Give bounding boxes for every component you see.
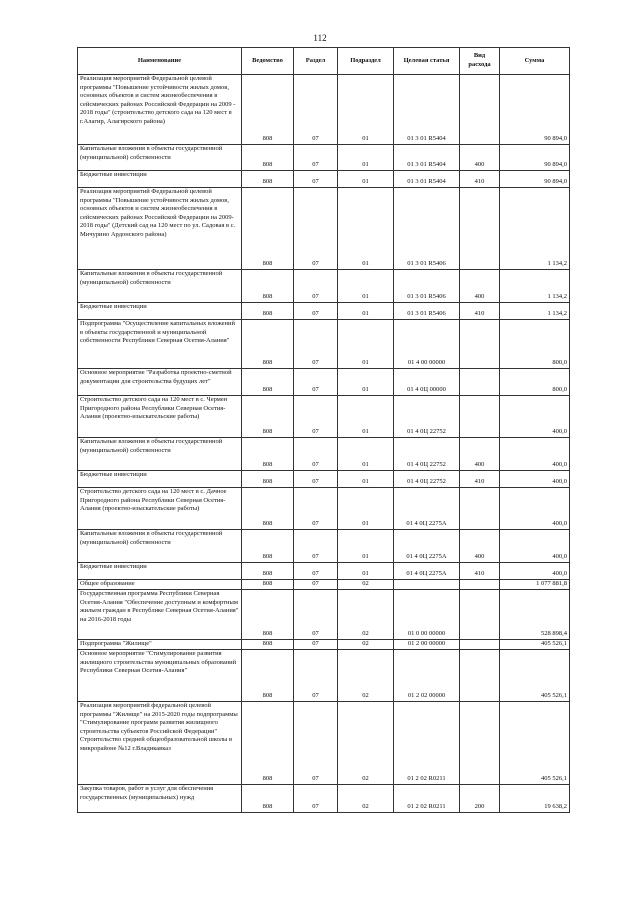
row-target-article: 01 4 0Ц 22752 <box>394 471 460 488</box>
row-name: Реализация мероприятий Федеральной целевой программы "Повышение устойчивости жилых домов, основных объектов и систем жизнеобеспечения в сейсмических районах Российской Федерации на 2009-2018 годы" (Детский сад на 120 мест по ул. Садовая в с. Мичурино Ардонского района) <box>78 188 242 270</box>
row-sum: 400,0 <box>500 488 570 530</box>
row-sum: 1 077 881,8 <box>500 580 570 590</box>
row-vedomstvo: 808 <box>242 590 294 640</box>
row-target-article: 01 0 00 00000 <box>394 590 460 640</box>
row-target-article: 01 4 0Ц 00000 <box>394 369 460 396</box>
row-target-article: 01 3 01 R5406 <box>394 270 460 303</box>
row-target-article: 01 4 0Ц 2275А <box>394 563 460 580</box>
row-sum: 400,0 <box>500 530 570 563</box>
row-vedomstvo: 808 <box>242 369 294 396</box>
row-expense-type <box>460 396 500 438</box>
row-razdel: 07 <box>294 303 338 320</box>
row-podrazdel: 01 <box>338 488 394 530</box>
row-podrazdel: 01 <box>338 145 394 171</box>
row-razdel: 07 <box>294 640 338 650</box>
row-expense-type <box>460 488 500 530</box>
row-razdel: 07 <box>294 590 338 640</box>
table-row <box>78 563 570 580</box>
row-name: Основное мероприятие "Разработка проектно-сметной документации для строительства будущих лет" <box>78 369 242 396</box>
row-sum: 90 894,0 <box>500 75 570 145</box>
row-name: Реализация мероприятий федеральной целевой программы "Жилище" на 2015-2020 годы подпрограммы "Стимулирование программ развития жилищного строительства субъектов Российской Федерации" Строительство средней общеобразовательной школы в микрорайоне №12 г.Владикавказ <box>78 702 242 785</box>
table-row <box>78 650 570 702</box>
row-razdel: 07 <box>294 471 338 488</box>
row-target-article: 01 4 0Ц 2275А <box>394 530 460 563</box>
row-name: Бюджетные инвестиции <box>78 171 242 188</box>
table-row <box>78 438 570 471</box>
row-vedomstvo: 808 <box>242 471 294 488</box>
row-sum: 1 134,2 <box>500 270 570 303</box>
row-vedomstvo: 808 <box>242 75 294 145</box>
row-podrazdel: 01 <box>338 438 394 471</box>
row-vedomstvo: 808 <box>242 650 294 702</box>
row-sum: 800,0 <box>500 369 570 396</box>
row-podrazdel: 01 <box>338 270 394 303</box>
row-razdel: 07 <box>294 702 338 785</box>
row-name: Бюджетные инвестиции <box>78 471 242 488</box>
header-podrazdel: Подраздел <box>338 48 394 75</box>
row-vedomstvo: 808 <box>242 563 294 580</box>
table-row <box>78 270 570 303</box>
row-vedomstvo: 808 <box>242 640 294 650</box>
row-vedomstvo: 808 <box>242 396 294 438</box>
row-podrazdel: 01 <box>338 320 394 369</box>
row-podrazdel: 01 <box>338 303 394 320</box>
header-vedomstvo: Ведомство <box>242 48 294 75</box>
row-razdel: 07 <box>294 369 338 396</box>
row-expense-type: 410 <box>460 171 500 188</box>
table-row <box>78 530 570 563</box>
row-sum: 19 638,2 <box>500 785 570 813</box>
table-row <box>78 702 570 785</box>
row-expense-type <box>460 650 500 702</box>
row-target-article: 01 2 00 00000 <box>394 640 460 650</box>
row-expense-type <box>460 590 500 640</box>
header-sum: Сумма <box>500 48 570 75</box>
row-razdel: 07 <box>294 438 338 471</box>
row-expense-type <box>460 75 500 145</box>
row-target-article: 01 2 02 R0211 <box>394 785 460 813</box>
row-sum: 1 134,2 <box>500 188 570 270</box>
row-vedomstvo: 808 <box>242 785 294 813</box>
table-row <box>78 590 570 640</box>
row-name: Строительство детского сада на 120 мест в с. Дачное Пригородного района Республики Северная Осетия-Алания (проектно-изыскательские работы) <box>78 488 242 530</box>
row-name: Подпрограмма "Осуществление капитальных вложений в объекты государственной и муниципальной собственности Республики Северная Осетия-Алания" <box>78 320 242 369</box>
table-body <box>78 75 570 813</box>
table-row <box>78 488 570 530</box>
row-podrazdel: 01 <box>338 530 394 563</box>
row-name: Реализация мероприятий Федеральной целевой программы "Повышение устойчивости жилых домов, основных объектов и систем жизнеобеспечения в сейсмических районах Российской Федерации на 2009 - 2018 годы" (строительство детского сада на 120 мест в г.Алагир, Алагирского района) <box>78 75 242 145</box>
row-target-article: 01 4 0Ц 2275А <box>394 488 460 530</box>
row-target-article: 01 2 02 R0211 <box>394 702 460 785</box>
row-name: Капитальные вложения в объекты государственной (муниципальной) собственности <box>78 530 242 563</box>
row-vedomstvo: 808 <box>242 145 294 171</box>
row-podrazdel: 02 <box>338 640 394 650</box>
row-name: Строительство детского сада на 120 мест в с. Чермен Пригородного района Республики Северная Осетия-Алания (проектно-изыскательские работы) <box>78 396 242 438</box>
row-expense-type: 410 <box>460 303 500 320</box>
row-podrazdel: 01 <box>338 563 394 580</box>
row-podrazdel: 01 <box>338 471 394 488</box>
table-row <box>78 369 570 396</box>
row-target-article: 01 3 01 R5404 <box>394 171 460 188</box>
row-podrazdel: 02 <box>338 650 394 702</box>
row-expense-type <box>460 320 500 369</box>
row-sum: 90 894,0 <box>500 145 570 171</box>
row-expense-type: 400 <box>460 530 500 563</box>
row-sum: 800,0 <box>500 320 570 369</box>
table-row <box>78 471 570 488</box>
table-row <box>78 640 570 650</box>
row-name: Бюджетные инвестиции <box>78 563 242 580</box>
row-expense-type: 200 <box>460 785 500 813</box>
row-sum: 405 526,1 <box>500 702 570 785</box>
row-podrazdel: 01 <box>338 171 394 188</box>
row-sum: 405 526,1 <box>500 650 570 702</box>
row-sum: 400,0 <box>500 563 570 580</box>
row-vedomstvo: 808 <box>242 702 294 785</box>
row-vedomstvo: 808 <box>242 580 294 590</box>
row-sum: 528 898,4 <box>500 590 570 640</box>
header-target-article: Целевая статья <box>394 48 460 75</box>
row-expense-type: 400 <box>460 438 500 471</box>
row-target-article: 01 3 01 R5406 <box>394 303 460 320</box>
row-vedomstvo: 808 <box>242 320 294 369</box>
row-razdel: 07 <box>294 171 338 188</box>
row-razdel: 07 <box>294 75 338 145</box>
page-number: 112 <box>313 33 327 43</box>
table-row <box>78 171 570 188</box>
row-name: Общее образование <box>78 580 242 590</box>
table-row <box>78 785 570 813</box>
row-vedomstvo: 808 <box>242 303 294 320</box>
row-target-article: 01 4 0Ц 22752 <box>394 438 460 471</box>
row-podrazdel: 02 <box>338 785 394 813</box>
row-expense-type: 410 <box>460 471 500 488</box>
row-podrazdel: 02 <box>338 702 394 785</box>
row-razdel: 07 <box>294 563 338 580</box>
row-sum: 90 894,0 <box>500 171 570 188</box>
row-name: Бюджетные инвестиции <box>78 303 242 320</box>
row-sum: 400,0 <box>500 471 570 488</box>
header-expense-type: Вид расхода <box>460 48 500 75</box>
row-expense-type <box>460 369 500 396</box>
row-sum: 1 134,2 <box>500 303 570 320</box>
row-target-article: 01 3 01 R5404 <box>394 145 460 171</box>
row-razdel: 07 <box>294 785 338 813</box>
row-sum: 405 526,1 <box>500 640 570 650</box>
row-podrazdel: 02 <box>338 590 394 640</box>
row-expense-type: 410 <box>460 563 500 580</box>
row-name: Подпрограмма "Жилище" <box>78 640 242 650</box>
table-row <box>78 303 570 320</box>
row-expense-type: 400 <box>460 270 500 303</box>
row-name: Капитальные вложения в объекты государственной (муниципальной) собственности <box>78 145 242 171</box>
row-target-article: 01 3 01 R5406 <box>394 188 460 270</box>
row-vedomstvo: 808 <box>242 530 294 563</box>
row-name: Капитальные вложения в объекты государственной (муниципальной) собственности <box>78 270 242 303</box>
row-expense-type <box>460 580 500 590</box>
row-vedomstvo: 808 <box>242 488 294 530</box>
row-vedomstvo: 808 <box>242 171 294 188</box>
row-razdel: 07 <box>294 396 338 438</box>
row-razdel: 07 <box>294 320 338 369</box>
table-row <box>78 75 570 145</box>
row-expense-type <box>460 188 500 270</box>
row-target-article: 01 4 0Ц 22752 <box>394 396 460 438</box>
row-name: Закупка товаров, работ и услуг для обеспечения государственных (муниципальных) нужд <box>78 785 242 813</box>
row-target-article: 01 4 00 00000 <box>394 320 460 369</box>
row-podrazdel: 01 <box>338 75 394 145</box>
table-row <box>78 320 570 369</box>
row-razdel: 07 <box>294 530 338 563</box>
row-razdel: 07 <box>294 270 338 303</box>
row-razdel: 07 <box>294 580 338 590</box>
row-sum: 400,0 <box>500 438 570 471</box>
row-podrazdel: 01 <box>338 396 394 438</box>
table-row <box>78 145 570 171</box>
table-row <box>78 580 570 590</box>
table-row <box>78 188 570 270</box>
row-podrazdel: 01 <box>338 188 394 270</box>
row-sum: 400,0 <box>500 396 570 438</box>
row-razdel: 07 <box>294 188 338 270</box>
row-podrazdel: 01 <box>338 369 394 396</box>
row-name: Капитальные вложения в объекты государственной (муниципальной) собственности <box>78 438 242 471</box>
row-vedomstvo: 808 <box>242 270 294 303</box>
row-target-article: 01 2 02 00000 <box>394 650 460 702</box>
table-header-row <box>78 48 570 75</box>
row-razdel: 07 <box>294 650 338 702</box>
row-expense-type: 400 <box>460 145 500 171</box>
row-name: Основное мероприятие "Стимулирование развития жилищного строительства муниципальных образований Республики Северная Осетия-Алания" <box>78 650 242 702</box>
row-podrazdel: 02 <box>338 580 394 590</box>
row-target-article: 01 3 01 R5404 <box>394 75 460 145</box>
row-vedomstvo: 808 <box>242 188 294 270</box>
table-row <box>78 396 570 438</box>
row-name: Государственная программа Республики Северная Осетия-Алания "Обеспечение доступным и комфортным жильем граждан в Республике Северная Осетия-Алания" на 2016-2018 годы <box>78 590 242 640</box>
header-name: Наименование <box>78 48 242 75</box>
row-vedomstvo: 808 <box>242 438 294 471</box>
header-razdel: Раздел <box>294 48 338 75</box>
row-razdel: 07 <box>294 488 338 530</box>
budget-table <box>77 47 570 813</box>
row-razdel: 07 <box>294 145 338 171</box>
row-expense-type <box>460 702 500 785</box>
row-target-article <box>394 580 460 590</box>
row-expense-type <box>460 640 500 650</box>
